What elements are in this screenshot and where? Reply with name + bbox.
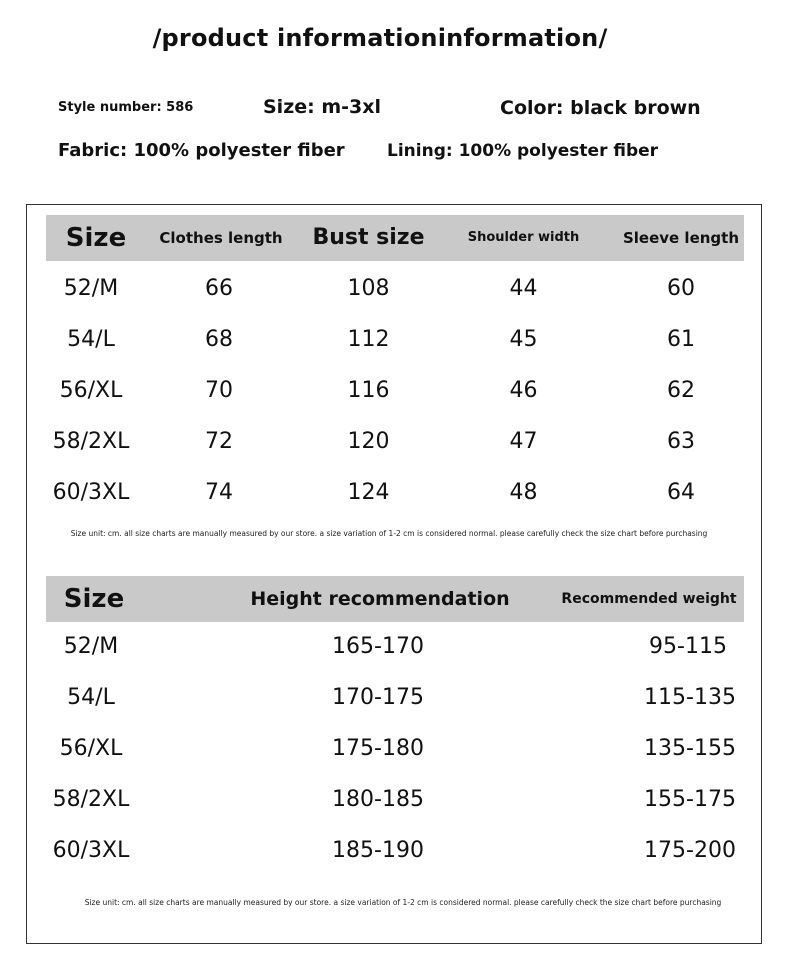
table-row [46, 365, 744, 416]
shoulder-width-cell: 48 [509, 480, 538, 505]
header-size: Size [63, 584, 125, 614]
table-row [46, 263, 744, 314]
header-height-recommendation: Height recommendation [250, 588, 510, 610]
style-number: Style number: 586 [58, 100, 194, 115]
height-cell: 165-170 [332, 634, 424, 659]
clothes-length-cell: 68 [205, 327, 233, 352]
sleeve-length-cell: 62 [667, 378, 695, 403]
size-cell: 54/L [67, 327, 115, 352]
bust-size-cell: 108 [347, 276, 390, 301]
table-row [46, 825, 744, 876]
size-cell: 56/XL [59, 378, 123, 403]
table-row [46, 621, 744, 672]
sleeve-length-cell: 61 [667, 327, 695, 352]
table-row [46, 774, 744, 825]
table-row [46, 672, 744, 723]
bust-size-cell: 120 [347, 429, 390, 454]
height-cell: 170-175 [332, 685, 424, 710]
shoulder-width-cell: 47 [509, 429, 538, 454]
page-title: /product informationinformation/ [152, 24, 608, 52]
header-size: Size [65, 223, 127, 253]
height-cell: 180-185 [332, 787, 424, 812]
header-bust-size: Bust size [312, 225, 425, 250]
weight-cell: 135-155 [644, 736, 736, 761]
lining-info: Lining: 100% polyester fiber [387, 141, 659, 161]
bust-size-cell: 124 [347, 480, 390, 505]
sleeve-length-cell: 60 [667, 276, 695, 301]
size-table-header [46, 215, 744, 261]
size-cell: 52/M [63, 276, 119, 301]
size-cell: 58/2XL [52, 429, 130, 454]
clothes-length-cell: 74 [205, 480, 233, 505]
clothes-length-cell: 66 [205, 276, 233, 301]
fabric-info: Fabric: 100% polyester fiber [58, 140, 345, 161]
header-recommended-weight: Recommended weight [561, 591, 737, 607]
shoulder-width-cell: 46 [509, 378, 538, 403]
clothes-length-cell: 72 [205, 429, 233, 454]
weight-cell: 155-175 [644, 787, 736, 812]
weight-cell: 115-135 [644, 685, 736, 710]
color-info: Color: black brown [500, 97, 701, 119]
size-cell: 54/L [67, 685, 115, 710]
size-cell: 60/3XL [52, 480, 130, 505]
height-cell: 185-190 [332, 838, 424, 863]
size-cell: 60/3XL [52, 838, 130, 863]
clothes-length-cell: 70 [205, 378, 233, 403]
header-clothes-length: Clothes length [159, 229, 283, 247]
height-cell: 175-180 [332, 736, 424, 761]
table-row [46, 467, 744, 518]
bust-size-cell: 116 [347, 378, 390, 403]
recommend-table-header [46, 576, 744, 622]
header-shoulder-width: Shoulder width [467, 230, 580, 245]
size-cell: 56/XL [59, 736, 123, 761]
size-cell: 58/2XL [52, 787, 130, 812]
table-row [46, 416, 744, 467]
shoulder-width-cell: 45 [509, 327, 538, 352]
table-row [46, 314, 744, 365]
weight-cell: 175-200 [644, 838, 736, 863]
size-cell: 52/M [63, 634, 119, 659]
recommend-table-note: Size unit: cm. all size charts are manually measured by our store. a size variation of 1-2 cm is considered normal. please carefully check the size chart before purchasing [84, 898, 722, 907]
weight-cell: 95-115 [649, 634, 727, 659]
size-range: Size: m-3xl [263, 96, 382, 118]
bust-size-cell: 112 [347, 327, 390, 352]
header-sleeve-length: Sleeve length [622, 229, 740, 247]
size-table-note: Size unit: cm. all size charts are manually measured by our store. a size variation of 1-2 cm is considered normal. please carefully check the size chart before purchasing [70, 529, 708, 538]
sleeve-length-cell: 64 [667, 480, 695, 505]
shoulder-width-cell: 44 [509, 276, 538, 301]
table-row [46, 723, 744, 774]
sleeve-length-cell: 63 [667, 429, 695, 454]
